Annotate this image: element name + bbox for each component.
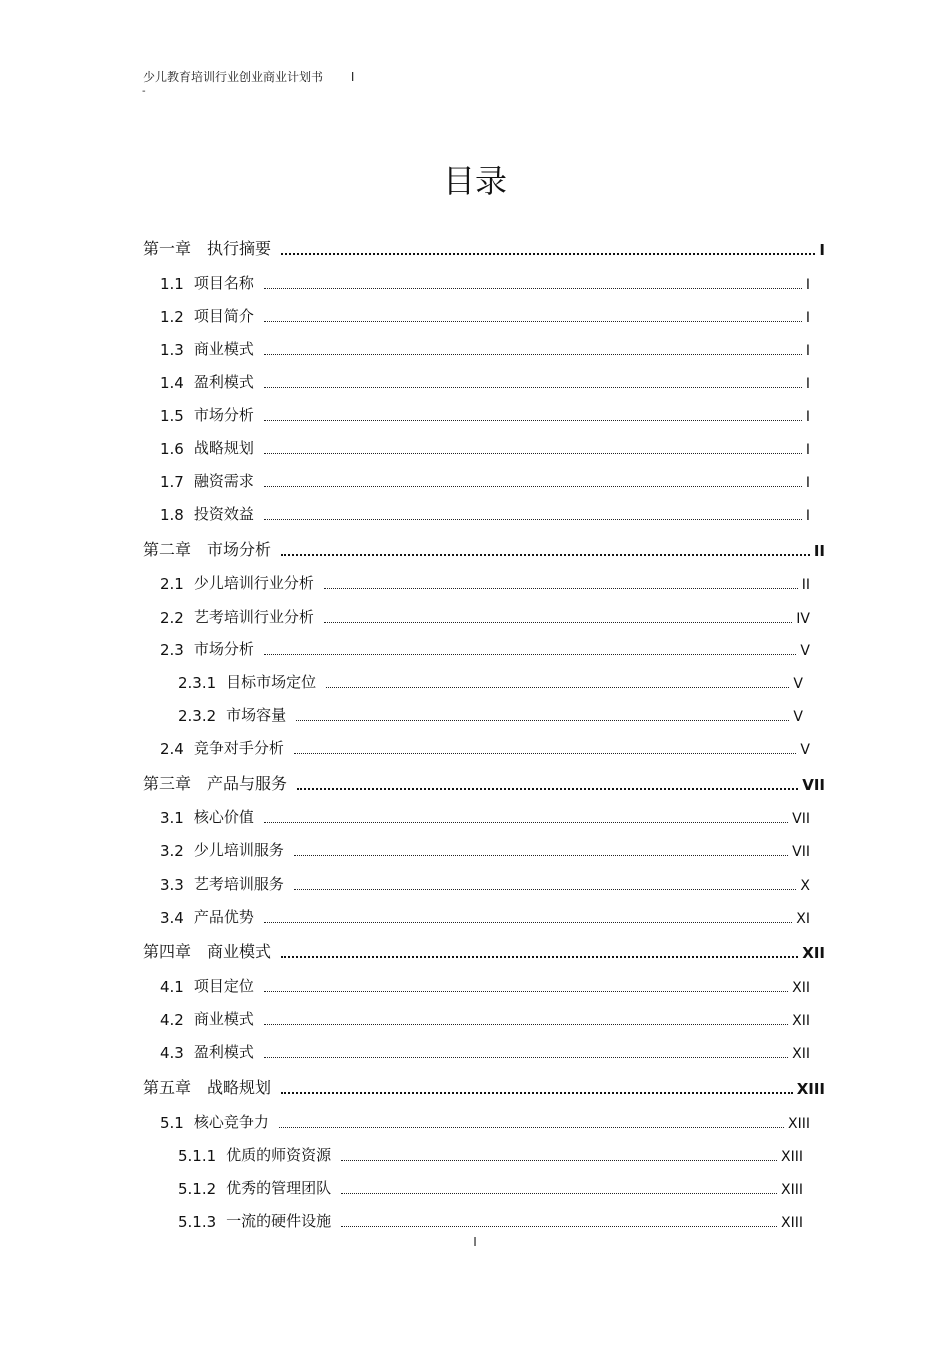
toc-entry-number: 3.2	[160, 842, 184, 860]
toc-section-entry[interactable]	[160, 272, 810, 293]
toc-dot-leader	[294, 753, 797, 754]
toc-entry-label: 投资效益	[193, 505, 254, 523]
toc-entry-page: XII	[792, 1046, 810, 1062]
toc-section-entry[interactable]	[160, 873, 810, 894]
toc-dot-leader	[326, 687, 789, 688]
running-header	[143, 68, 354, 85]
toc-entry-page: XIII	[796, 1080, 825, 1098]
toc-dot-leader	[281, 253, 815, 255]
toc-chapter-entry[interactable]	[143, 939, 825, 962]
toc-section-entry[interactable]	[160, 404, 810, 425]
toc-entry-page: V	[793, 709, 803, 725]
toc-entry-number: 1.1	[160, 275, 184, 293]
toc-entry-page: II	[801, 577, 810, 593]
toc-entry-label: 市场分析	[207, 540, 272, 559]
toc-entry-number: 4.1	[160, 978, 184, 996]
toc-entry-number: 5.1.3	[178, 1213, 217, 1231]
toc-entry-page: V	[800, 643, 810, 659]
toc-entry-label: 产品与服务	[207, 774, 288, 793]
toc-entry-number: 3.3	[160, 876, 184, 894]
toc-section-entry[interactable]	[160, 606, 810, 627]
toc-entry-number: 5.1	[160, 1114, 184, 1132]
toc-dot-leader	[324, 622, 792, 623]
toc-chapter-entry[interactable]	[143, 537, 825, 560]
toc-entry-label: 少儿培训行业分析	[193, 574, 314, 592]
toc-entry-page: I	[805, 409, 810, 425]
toc-section-entry[interactable]	[178, 671, 803, 692]
toc-section-entry[interactable]	[160, 1041, 810, 1062]
toc-entry-number: 5.1.2	[178, 1180, 217, 1198]
toc-dot-leader	[294, 855, 788, 856]
header-page-marker: I	[350, 70, 355, 84]
toc-entry-number: 第二章	[143, 540, 192, 559]
toc-entry-page: VII	[792, 811, 810, 827]
toc-dot-leader	[264, 991, 788, 992]
toc-dot-leader	[264, 288, 802, 289]
toc-entry-number: 2.3.1	[178, 674, 217, 692]
toc-entry-page: VII	[802, 776, 825, 794]
toc-entry-page: I	[805, 343, 810, 359]
toc-entry-number: 2.3.2	[178, 707, 217, 725]
toc-entry-label: 一流的硬件设施	[226, 1212, 332, 1230]
toc-dot-leader	[279, 1127, 784, 1128]
toc-entry-label: 竞争对手分析	[193, 739, 284, 757]
toc-entry-label: 艺考培训行业分析	[193, 608, 314, 626]
toc-entry-number: 3.4	[160, 909, 184, 927]
toc-entry-page: IV	[796, 611, 810, 627]
toc-entry-label: 核心价值	[193, 808, 254, 826]
header-mark: -	[142, 86, 146, 97]
toc-section-entry[interactable]	[160, 839, 810, 860]
toc-entry-number: 1.2	[160, 308, 184, 326]
toc-entry-page: XIII	[781, 1182, 803, 1198]
toc-dot-leader	[264, 822, 788, 823]
toc-entry-page: XIII	[781, 1149, 803, 1165]
toc-entry-number: 2.2	[160, 609, 184, 627]
toc-entry-label: 优质的师资资源	[226, 1146, 332, 1164]
toc-entry-label: 战略规划	[207, 1078, 272, 1097]
toc-entry-page: I	[805, 376, 810, 392]
toc-chapter-entry[interactable]	[143, 771, 825, 794]
toc-entry-page: I	[805, 277, 810, 293]
toc-section-entry[interactable]	[178, 1210, 803, 1231]
toc-section-entry[interactable]	[160, 305, 810, 326]
toc-section-entry[interactable]	[160, 638, 810, 659]
toc-entry-page: XII	[802, 944, 825, 962]
toc-entry-page: XII	[792, 980, 810, 996]
toc-entry-label: 目标市场定位	[226, 673, 317, 691]
toc-entry-label: 核心竞争力	[193, 1113, 269, 1131]
toc-entry-number: 1.7	[160, 473, 184, 491]
toc-entry-label: 市场容量	[226, 706, 287, 724]
header-title: 少儿教育培训行业创业商业计划书	[143, 70, 324, 84]
toc-entry-page: XII	[792, 1013, 810, 1029]
toc-dot-leader	[264, 519, 802, 520]
toc-dot-leader	[296, 720, 789, 721]
toc-entry-page: I	[805, 508, 810, 524]
toc-chapter-entry[interactable]	[143, 1075, 825, 1098]
toc-entry-page: XIII	[781, 1215, 803, 1231]
toc-entry-page: I	[805, 310, 810, 326]
toc-dot-leader	[264, 420, 802, 421]
toc-entry-number: 第四章	[143, 942, 192, 961]
toc-entry-label: 项目简介	[193, 307, 254, 325]
toc-section-entry[interactable]	[160, 437, 810, 458]
toc-entry-number: 1.3	[160, 341, 184, 359]
toc-entry-label: 市场分析	[193, 640, 254, 658]
toc-entry-label: 项目名称	[193, 274, 254, 292]
toc-entry-label: 少儿培训服务	[193, 841, 284, 859]
toc-entry-number: 1.4	[160, 374, 184, 392]
toc-dot-leader	[341, 1193, 777, 1194]
toc-entry-page: I	[805, 442, 810, 458]
toc-chapter-entry[interactable]	[143, 236, 825, 259]
toc-entry-label: 项目定位	[193, 977, 254, 995]
toc-dot-leader	[264, 486, 802, 487]
toc-entry-number: 1.6	[160, 440, 184, 458]
toc-section-entry[interactable]	[160, 906, 810, 927]
toc-section-entry[interactable]	[160, 737, 810, 758]
toc-dot-leader	[281, 1092, 793, 1094]
toc-entry-number: 1.5	[160, 407, 184, 425]
toc-dot-leader	[264, 387, 802, 388]
toc-dot-leader	[281, 956, 798, 958]
toc-entry-page: I	[805, 475, 810, 491]
toc-dot-leader	[324, 588, 798, 589]
toc-dot-leader	[297, 788, 798, 790]
toc-entry-page: V	[793, 676, 803, 692]
toc-entry-page: II	[813, 542, 825, 560]
toc-entry-number: 4.2	[160, 1011, 184, 1029]
toc-entry-label: 商业模式	[193, 340, 254, 358]
toc-dot-leader	[281, 554, 810, 556]
toc-dot-leader	[264, 654, 797, 655]
toc-entry-label: 商业模式	[193, 1010, 254, 1028]
toc-entry-label: 产品优势	[193, 908, 254, 926]
toc-dot-leader	[294, 889, 797, 890]
toc-section-entry[interactable]	[160, 338, 810, 359]
toc-entry-label: 融资需求	[193, 472, 254, 490]
toc-entry-number: 第三章	[143, 774, 192, 793]
toc-section-entry[interactable]	[160, 806, 810, 827]
toc-entry-page: VII	[792, 844, 810, 860]
toc-entry-page: X	[800, 878, 810, 894]
page-title: 目录	[442, 162, 507, 200]
toc-entry-page: V	[800, 742, 810, 758]
toc-entry-number: 2.1	[160, 575, 184, 593]
toc-entry-label: 执行摘要	[207, 239, 272, 258]
toc-dot-leader	[264, 1024, 788, 1025]
toc-entry-label: 盈利模式	[193, 373, 254, 391]
toc-section-entry[interactable]	[178, 1177, 803, 1198]
toc-section-entry[interactable]	[160, 1111, 810, 1132]
toc-entry-number: 2.4	[160, 740, 184, 758]
toc-section-entry[interactable]	[160, 470, 810, 491]
toc-entry-number: 第五章	[143, 1078, 192, 1097]
toc-entry-label: 战略规划	[193, 439, 254, 457]
toc-entry-label: 优秀的管理团队	[226, 1179, 332, 1197]
toc-dot-leader	[264, 354, 802, 355]
toc-entry-number: 1.8	[160, 506, 184, 524]
toc-section-entry[interactable]	[160, 371, 810, 392]
toc-entry-number: 第一章	[143, 239, 192, 258]
toc-dot-leader	[341, 1226, 777, 1227]
toc-entry-label: 市场分析	[193, 406, 254, 424]
toc-dot-leader	[341, 1160, 777, 1161]
toc-entry-page: I	[819, 241, 825, 259]
toc-section-entry[interactable]	[178, 704, 803, 725]
toc-entry-number: 5.1.1	[178, 1147, 217, 1165]
page-number: I	[473, 1235, 477, 1249]
toc-dot-leader	[264, 453, 802, 454]
toc-entry-number: 4.3	[160, 1044, 184, 1062]
toc-entry-number: 3.1	[160, 809, 184, 827]
toc-entry-page: XIII	[788, 1116, 810, 1132]
toc-entry-page: XI	[796, 911, 810, 927]
toc-entry-number: 2.3	[160, 641, 184, 659]
toc-section-entry[interactable]	[160, 1008, 810, 1029]
toc-section-entry[interactable]	[178, 1144, 803, 1165]
toc-dot-leader	[264, 321, 802, 322]
toc-entry-label: 艺考培训服务	[193, 875, 284, 893]
toc-section-entry[interactable]	[160, 572, 810, 593]
toc-dot-leader	[264, 1057, 788, 1058]
toc-dot-leader	[264, 922, 792, 923]
toc-section-entry[interactable]	[160, 503, 810, 524]
toc-entry-label: 商业模式	[207, 942, 272, 961]
toc-entry-label: 盈利模式	[193, 1043, 254, 1061]
toc-section-entry[interactable]	[160, 975, 810, 996]
